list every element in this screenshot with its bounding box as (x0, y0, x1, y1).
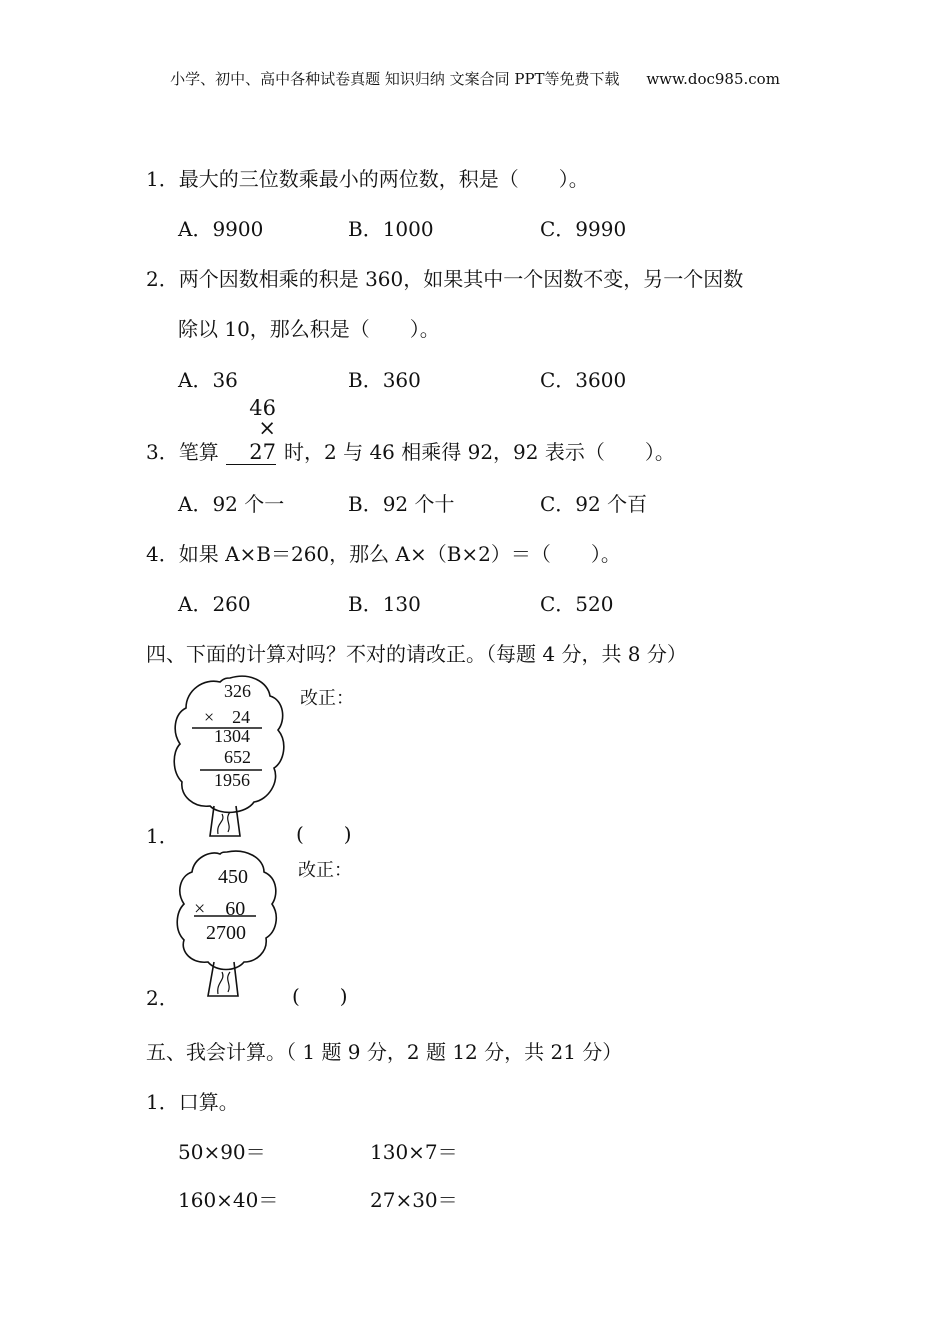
q4-option-b: B．130 (348, 592, 421, 616)
q3-option-a: A．92 个一 (178, 492, 285, 516)
page-header (0, 68, 950, 89)
q4-option-a: A．260 (178, 592, 251, 616)
oral-calc-1: 50×90＝ (178, 1140, 266, 1164)
q3-option-b: B．92 个十 (348, 492, 455, 516)
multiplication-rule (226, 464, 276, 465)
q2-option-c: C．3600 (540, 368, 627, 392)
q2-option-a: A．36 (178, 368, 238, 392)
section-5-sub1: 1．口算。 (146, 1090, 239, 1114)
header-url: www.doc985.com (646, 70, 780, 88)
calc-1-line-2: × 24 (204, 707, 251, 727)
q3-option-c: C．92 个百 (540, 492, 648, 516)
question-4: 4．如果 A×B＝260，那么 A×（B×2）＝（ ）。 (146, 542, 621, 566)
calc-2-line-2: × 60 (194, 898, 246, 920)
judgement-paren-1[interactable]: ( ) (296, 822, 352, 846)
q4-option-c: C．520 (540, 592, 614, 616)
vertical-multiplication (226, 396, 278, 465)
question-1: 1．最大的三位数乘最小的两位数，积是（ ）。 (146, 167, 589, 191)
item-number-2: 2． (146, 986, 179, 1010)
correction-label-1: 改正： (300, 688, 354, 709)
multiplier: × 27 (249, 416, 276, 464)
question-3-suffix: 时，2 与 46 相乘得 92，92 表示（ ）。 (284, 440, 675, 464)
calc-1-line-3: 1304 (214, 726, 250, 746)
calc-2-line-3: 2700 (206, 922, 246, 944)
header-text: 小学、初中、高中各种试卷真题 知识归纳 文案合同 PPT等免费下载 (170, 70, 620, 88)
q1-option-b: B．1000 (348, 217, 434, 241)
section-4-title: 四、下面的计算对吗？不对的请改正。（每题 4 分，共 8 分） (146, 642, 687, 666)
q1-option-c: C．9990 (540, 217, 627, 241)
oral-calc-4: 27×30＝ (370, 1188, 458, 1212)
q2-option-b: B．360 (348, 368, 421, 392)
item-number-1: 1． (146, 824, 179, 848)
oral-calc-3: 160×40＝ (178, 1188, 279, 1212)
correction-label-2: 改正： (298, 860, 352, 881)
calc-1-line-5: 1956 (214, 770, 250, 790)
question-3-prefix: 3．笔算 (146, 440, 219, 464)
oral-calc-2: 130×7＝ (370, 1140, 458, 1164)
calc-1-line-1: 326 (224, 681, 251, 701)
question-2-line1: 2．两个因数相乘的积是 360，如果其中一个因数不变，另一个因数 (146, 267, 744, 291)
q1-option-a: A．9900 (178, 217, 264, 241)
multiplicand: 46 (249, 396, 276, 420)
calc-1-line-4: 652 (224, 747, 251, 767)
question-2-line2: 除以 10，那么积是（ ）。 (178, 317, 440, 341)
calc-2-line-1: 450 (218, 866, 248, 888)
judgement-paren-2[interactable]: ( ) (292, 984, 348, 1008)
section-5-title: 五、我会计算。（ 1 题 9 分，2 题 12 分，共 21 分） (146, 1040, 623, 1064)
